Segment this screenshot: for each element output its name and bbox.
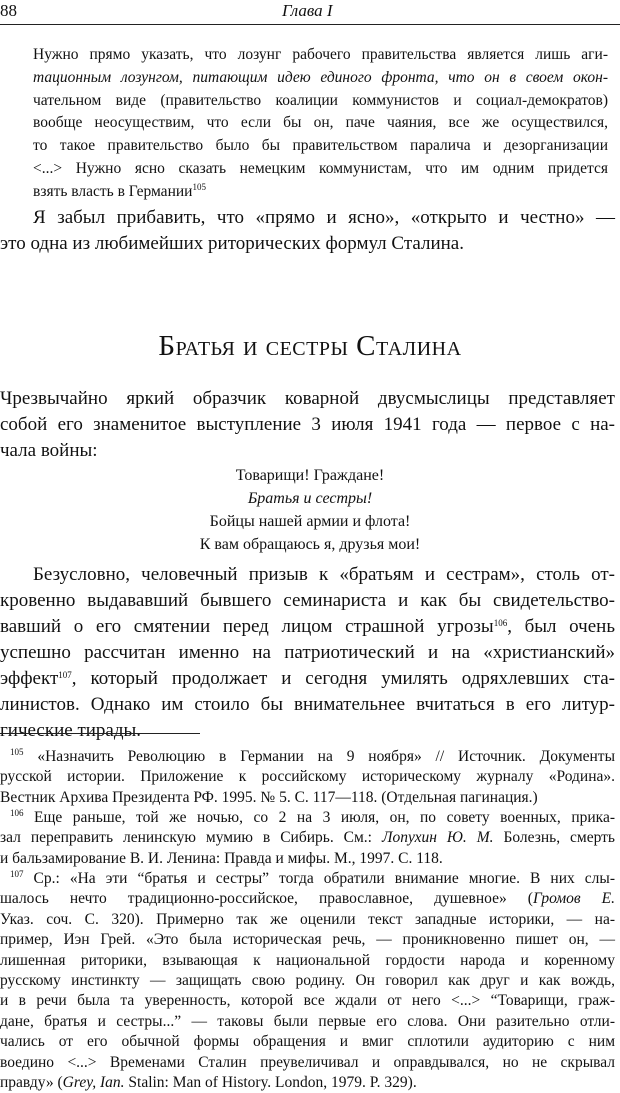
quote-line: Нужно прямо указать, что лозунг рабочего правительства является лишь аги- <box>33 46 608 63</box>
footnote-line: зал переправить ленинскую мумию в Сибирь. См.: Лопухин Ю. М. Болезнь, смерть <box>0 829 615 847</box>
footnote-107 <box>0 869 615 1093</box>
text-line: гические тирады. <box>0 720 142 741</box>
text-line: это одна из любимейших риторических формул Сталина. <box>0 233 464 254</box>
text-line: линистов. Однако им стоило бы внимательнее вчитаться в его литур- <box>0 694 615 715</box>
text-line: кровенно выдававший бывшего семинариста и как бы свидетельство- <box>0 590 615 611</box>
quote-line: чательном виде (правительство коалиции коммунистов и социал-демократов) <box>33 91 608 109</box>
footnote-line: правду» (Grey, Ian. Stalin: Man of History. London, 1979. P. 329). <box>0 1073 417 1091</box>
text-line: эффект$^{107}$, который продолжает и сегодня умилять одряхлевших ста- <box>0 668 615 689</box>
footnote-line: чались от его обычной формы обращения и вмиг сплотили аудиторию с ним <box>0 1033 615 1051</box>
text-line: Чрезвычайно яркий образчик коварной двусмыслицы представляет <box>0 388 615 409</box>
footnote-line: $^{105}$ «Назначить Революцию в Германии на 9 ноября» // Источник. Документы <box>10 747 615 765</box>
footnote-line: шалось нечто традиционно-российское, православное, душевное» (Громов Е. <box>0 890 615 908</box>
text-line: успешно рассчитан именно на патриотический и на «христианский» <box>0 642 615 663</box>
footnote-line: пример, Иэн Грей. «Это была историческая речь, — проникновенно пишет он, — <box>0 931 615 949</box>
text-line: собой его знаменитое выступление 3 июля 1941 года — первое с на- <box>0 414 615 435</box>
section-heading: Братья и сестры Сталина <box>158 330 462 362</box>
paragraph-3 <box>0 562 615 744</box>
text-line: Безусловно, человечный призыв к «братьям и сестрам», столь от- <box>33 564 615 585</box>
footnote-line: Указ. соч. С. 320). Примерно так же оценили текст западные историки, — на- <box>0 910 615 928</box>
footnote-line: $^{106}$ Еще раньше, той же ночью, со 2 на 3 июля, он, по совету военных, прика- <box>10 808 615 826</box>
quote-line: то такое правительство было бы правительством паралича и дезорганизации <box>33 137 608 155</box>
footnote-line: русской истории. Приложение к российскому историческому журналу «Родина». <box>0 768 615 786</box>
quote-line: вообще неосуществим, что если бы он, паче чаяния, все же осуществился, <box>33 114 608 132</box>
text-line: чала войны: <box>0 440 98 461</box>
footnote-105 <box>0 747 615 808</box>
paragraph-2 <box>0 386 615 464</box>
footnote-line: $^{107}$ Ср.: «На эти “братья и сестры” тогда обратили внимание многие. В них слы- <box>10 869 615 887</box>
quote-line: взять власть в Германии$^{105}$ <box>33 181 206 200</box>
footnote-106 <box>0 808 615 869</box>
text-line: вавший о его смятении перед лицом страшной угрозы$^{106}$, был очень <box>0 616 615 637</box>
footnote-ref: 107 <box>58 670 72 680</box>
quote-line: <...> Нужно ясно сказать немецким коммунистам, что им одним придется <box>33 159 608 177</box>
text-line: Я забыл прибавить, что «прямо и ясно», «открыто и честно» — <box>33 207 615 228</box>
footnote-line: воедино <...> Временами Сталин преувеличивал и оправдывался, но не скрывал <box>0 1053 615 1071</box>
footnote-divider <box>0 733 200 734</box>
verse-line: Бойцы нашей армии и флота! <box>209 513 411 530</box>
footnote-line: русскому инстинкту — защищать свою родину. Он говорил как друг и как вождь, <box>0 971 615 989</box>
block-quote <box>33 44 608 204</box>
footnote-line: Вестник Архива Президента РФ. 1995. № 5. С. 117—118. (Отдельная пагинация.) <box>0 788 538 806</box>
footnote-ref: 106 <box>493 618 508 628</box>
footnote-line: и в речи была та уверенность, которой все ждали от него <...> “Товарищи, граж- <box>0 992 615 1010</box>
chapter-title: Глава I <box>282 1 333 20</box>
footnote-number: 107 <box>10 869 24 879</box>
footnote-line: лишенная риторики, взывающая к национальной гордости народа и коренному <box>0 951 615 969</box>
paragraph-1 <box>0 205 615 257</box>
page-number: 88 <box>0 1 17 20</box>
verse-line: Товарищи! Граждане! <box>235 467 385 484</box>
footnote-line: и бальзамирование В. И. Ленина: Правда и мифы. М., 1997. С. 118. <box>0 849 443 867</box>
footnote-number: 106 <box>10 808 24 818</box>
quote-line: тационным лозунгом, питающим идею единого фронта, что он в своем окон- <box>33 68 608 86</box>
footnote-ref: 105 <box>192 181 206 192</box>
verse-line: К вам обращаюсь я, друзья мои! <box>199 536 421 553</box>
address-quote <box>0 464 620 556</box>
running-header <box>0 0 620 25</box>
verse-line: Братья и сестры! <box>247 490 373 507</box>
footnote-line: дане, братья и сестры...” — таковы были первые его слова. Они разительно отли- <box>0 1012 615 1030</box>
footnote-number: 105 <box>10 747 24 757</box>
